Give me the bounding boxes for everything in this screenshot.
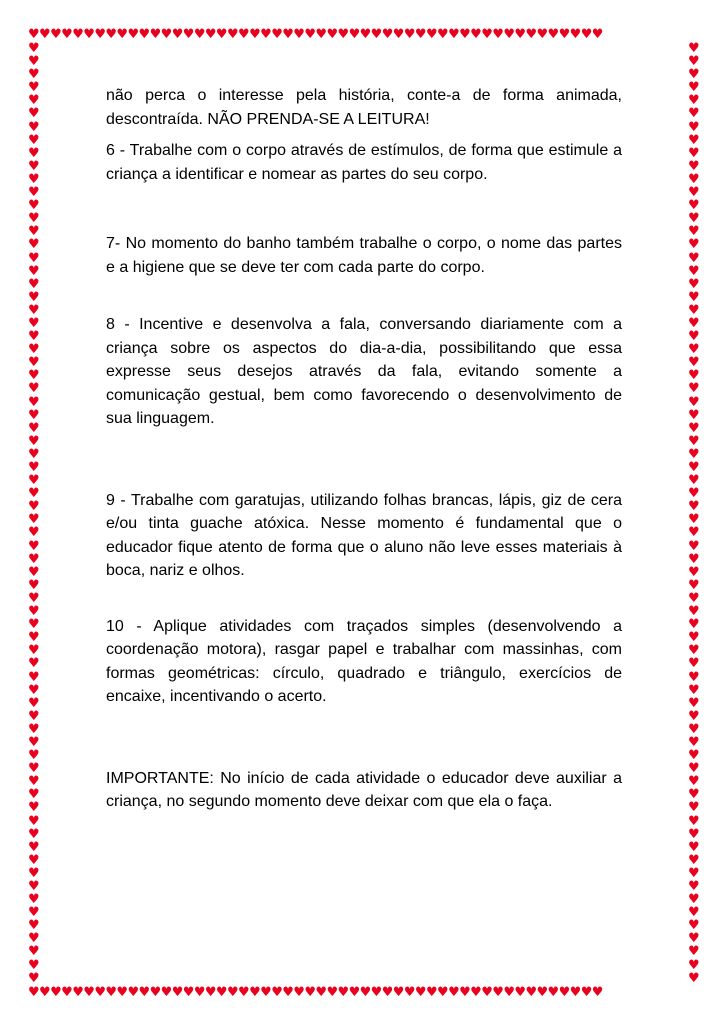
heart-icon: ♥ [28,695,40,711]
heart-icon: ♥ [28,119,40,135]
heart-icon: ♥ [28,394,40,410]
heart-icon: ♥ [688,525,700,541]
heart-icon: ♥ [28,865,40,881]
heart-icon: ♥ [28,106,40,122]
paragraph-item-9: 9 - Trabalhe com garatujas, utilizando folhas brancas, lápis, giz de cera e/ou tinta guache atóxica. Nesse momento é fundamental que o educador fique atento de forma que o aluno não leve esses materiais à boca, nariz e olhos. [106,491,622,579]
heart-icon: ♥ [688,106,700,122]
heart-icon: ♥ [688,512,700,528]
heart-icon: ♥ [688,892,700,908]
heart-icon: ♥ [28,276,40,292]
heart-icon: ♥ [28,381,40,397]
heart-icon: ♥ [28,852,40,868]
heart-icon: ♥ [28,446,40,462]
heart-icon: ♥ [28,708,40,724]
heart-icon: ♥ [688,42,700,56]
heart-icon: ♥ [688,460,700,475]
heart-icon: ♥ [688,865,700,881]
heart-icon: ♥ [688,761,700,777]
heart-icon: ♥ [688,669,700,685]
heart-icon: ♥ [28,564,40,580]
heart-icon: ♥ [688,604,700,620]
heart-icon: ♥ [688,486,700,502]
heart-icon: ♥ [28,826,40,842]
heart-icon: ♥ [688,931,700,947]
paragraph-item-10: 10 - Aplique atividades com traçados simples (desenvolvendo a coordenação motora), rasgar papel e trabalhar com massinhas, com formas geométricas: círculo, quadrado e triângulo, exercícios de encaixe, incentivando o acerto. [106,617,622,705]
heart-icon: ♥ [688,748,700,764]
heart-icon: ♥ [688,643,700,659]
heart-icon: ♥ [28,368,40,384]
heart-icon: ♥ [688,839,700,855]
heart-icon: ♥ [28,839,40,855]
heart-icon: ♥ [688,499,700,515]
heart-icon: ♥ [688,538,700,554]
heart-icon: ♥ [28,590,40,606]
heart-icon: ♥ [688,446,700,462]
heart-icon: ♥ [28,800,40,816]
heart-icon: ♥ [28,604,40,620]
heart-icon: ♥ [688,407,700,423]
heart-icon: ♥ [28,538,40,554]
heart-icon: ♥ [688,158,700,174]
heart-border-bottom: ♥♥♥♥♥♥♥♥♥♥♥♥♥♥♥♥♥♥♥♥♥♥♥♥♥♥♥♥♥♥♥♥♥♥♥♥♥♥♥♥♥♥♥♥♥♥♥♥♥♥♥♥ [28,986,603,1000]
heart-icon: ♥ [28,250,40,266]
heart-icon: ♥ [688,185,700,201]
heart-icon: ♥ [28,473,40,489]
heart-icon: ♥ [28,420,40,436]
heart-icon: ♥ [28,617,40,633]
heart-icon: ♥ [688,394,700,410]
heart-icon: ♥ [688,289,700,305]
heart-icon: ♥ [688,957,700,973]
heart-icon: ♥ [28,93,40,109]
heart-icon: ♥ [28,67,40,83]
heart-icon: ♥ [688,656,700,672]
heart-icon: ♥ [688,879,700,894]
heart-icon: ♥ [688,145,700,161]
heart-icon: ♥ [28,315,40,331]
heart-icon: ♥ [28,774,40,790]
heart-icon: ♥ [28,525,40,541]
heart-icon: ♥ [688,734,700,750]
heart-icon: ♥ [688,918,700,934]
heart-icon: ♥ [688,276,700,292]
heart-icon: ♥ [688,905,700,921]
heart-icon: ♥ [28,171,40,187]
heart-icon: ♥ [688,67,700,83]
heart-icon: ♥ [28,211,40,227]
heart-border-left [28,42,42,986]
heart-icon: ♥ [688,224,700,240]
heart-icon: ♥ [28,551,40,567]
heart-icon: ♥ [28,577,40,593]
heart-icon: ♥ [28,669,40,685]
document-body [106,84,622,814]
heart-icon: ♥ [28,407,40,423]
heart-icon: ♥ [688,944,700,960]
heart-icon: ♥ [688,682,700,698]
heart-icon: ♥ [28,42,40,56]
heart-icon: ♥ [28,892,40,908]
heart-icon: ♥ [688,721,700,737]
heart-icon: ♥ [688,590,700,606]
heart-border-top: ♥♥♥♥♥♥♥♥♥♥♥♥♥♥♥♥♥♥♥♥♥♥♥♥♥♥♥♥♥♥♥♥♥♥♥♥♥♥♥♥♥♥♥♥♥♥♥♥♥♥♥♥ [28,28,603,42]
heart-icon: ♥ [688,355,700,371]
heart-icon: ♥ [28,302,40,318]
heart-icon: ♥ [688,970,700,986]
heart-icon: ♥ [688,630,700,646]
heart-icon: ♥ [28,879,40,894]
heart-icon: ♥ [28,237,40,253]
heart-icon: ♥ [28,512,40,528]
heart-icon: ♥ [688,564,700,580]
heart-icon: ♥ [688,695,700,711]
heart-icon: ♥ [28,643,40,659]
heart-icon: ♥ [28,656,40,672]
heart-icon: ♥ [688,774,700,790]
heart-icon: ♥ [688,617,700,633]
heart-icon: ♥ [28,787,40,803]
heart-icon: ♥ [28,813,40,829]
heart-icon: ♥ [28,224,40,240]
heart-icon: ♥ [28,957,40,973]
heart-icon: ♥ [28,721,40,737]
heart-icon: ♥ [28,145,40,161]
paragraph-item-6: 6 - Trabalhe com o corpo através de estímulos, de forma que estimule a criança a identificar e nomear as partes do seu corpo. [106,142,622,183]
heart-icon: ♥ [688,473,700,489]
heart-icon: ♥ [688,368,700,384]
heart-icon: ♥ [688,171,700,187]
heart-icon: ♥ [28,433,40,449]
heart-icon: ♥ [688,787,700,803]
heart-icon: ♥ [688,420,700,436]
heart-icon: ♥ [28,761,40,777]
heart-icon: ♥ [28,931,40,947]
heart-icon: ♥ [688,813,700,829]
heart-icon: ♥ [688,263,700,279]
paragraph-intro: não perca o interesse pela história, conte-a de forma animada, descontraída. NÃO PRENDA-SE A LEITURA! [106,87,622,128]
heart-icon: ♥ [28,329,40,345]
heart-icon: ♥ [688,577,700,593]
heart-icon: ♥ [28,185,40,201]
heart-icon: ♥ [688,800,700,816]
heart-icon: ♥ [688,80,700,96]
heart-icon: ♥ [28,132,40,148]
heart-icon: ♥ [28,54,40,70]
heart-icon: ♥ [688,329,700,345]
heart-icon: ♥ [688,826,700,842]
heart-icon: ♥ [28,486,40,502]
heart-icon: ♥ [28,499,40,515]
heart-icon: ♥ [688,211,700,227]
heart-icon: ♥ [28,355,40,371]
paragraph-item-8: 8 - Incentive e desenvolva a fala, conversando diariamente com a criança sobre os aspectos do dia-a-dia, possibilitando que essa expresse seus desejos através da fala, evitando somente a comunicação gestual, bem como favorecendo o desenvolvimento de sua linguagem. [106,316,622,427]
heart-icon: ♥ [688,315,700,331]
heart-icon: ♥ [688,93,700,109]
heart-icon: ♥ [28,970,40,986]
heart-icon: ♥ [688,433,700,449]
heart-icon: ♥ [688,54,700,70]
heart-icon: ♥ [28,682,40,698]
heart-icon: ♥ [688,708,700,724]
heart-icon: ♥ [28,748,40,764]
heart-icon: ♥ [28,918,40,934]
heart-icon: ♥ [28,944,40,960]
heart-icon: ♥ [688,250,700,266]
heart-icon: ♥ [688,551,700,567]
heart-icon: ♥ [688,198,700,214]
heart-icon: ♥ [28,630,40,646]
paragraph-item-7: 7- No momento do banho também trabalhe o corpo, o nome das partes e a higiene que se deve ter com cada parte do corpo. [106,235,622,276]
heart-icon: ♥ [688,132,700,148]
heart-icon: ♥ [688,237,700,253]
heart-icon: ♥ [28,460,40,475]
heart-icon: ♥ [688,302,700,318]
heart-icon: ♥ [688,381,700,397]
heart-icon: ♥ [28,198,40,214]
heart-icon: ♥ [28,80,40,96]
heart-icon: ♥ [688,119,700,135]
heart-icon: ♥ [28,342,40,358]
heart-icon: ♥ [28,734,40,750]
heart-icon: ♥ [28,263,40,279]
heart-icon: ♥ [28,905,40,921]
heart-icon: ♥ [28,158,40,174]
heart-icon: ♥ [688,852,700,868]
paragraph-important: IMPORTANTE: No início de cada atividade o educador deve auxiliar a criança, no segundo momento deve deixar com que ela o faça. [106,769,622,810]
heart-icon: ♥ [688,342,700,358]
heart-border-right [688,42,702,986]
heart-icon: ♥ [28,289,40,305]
